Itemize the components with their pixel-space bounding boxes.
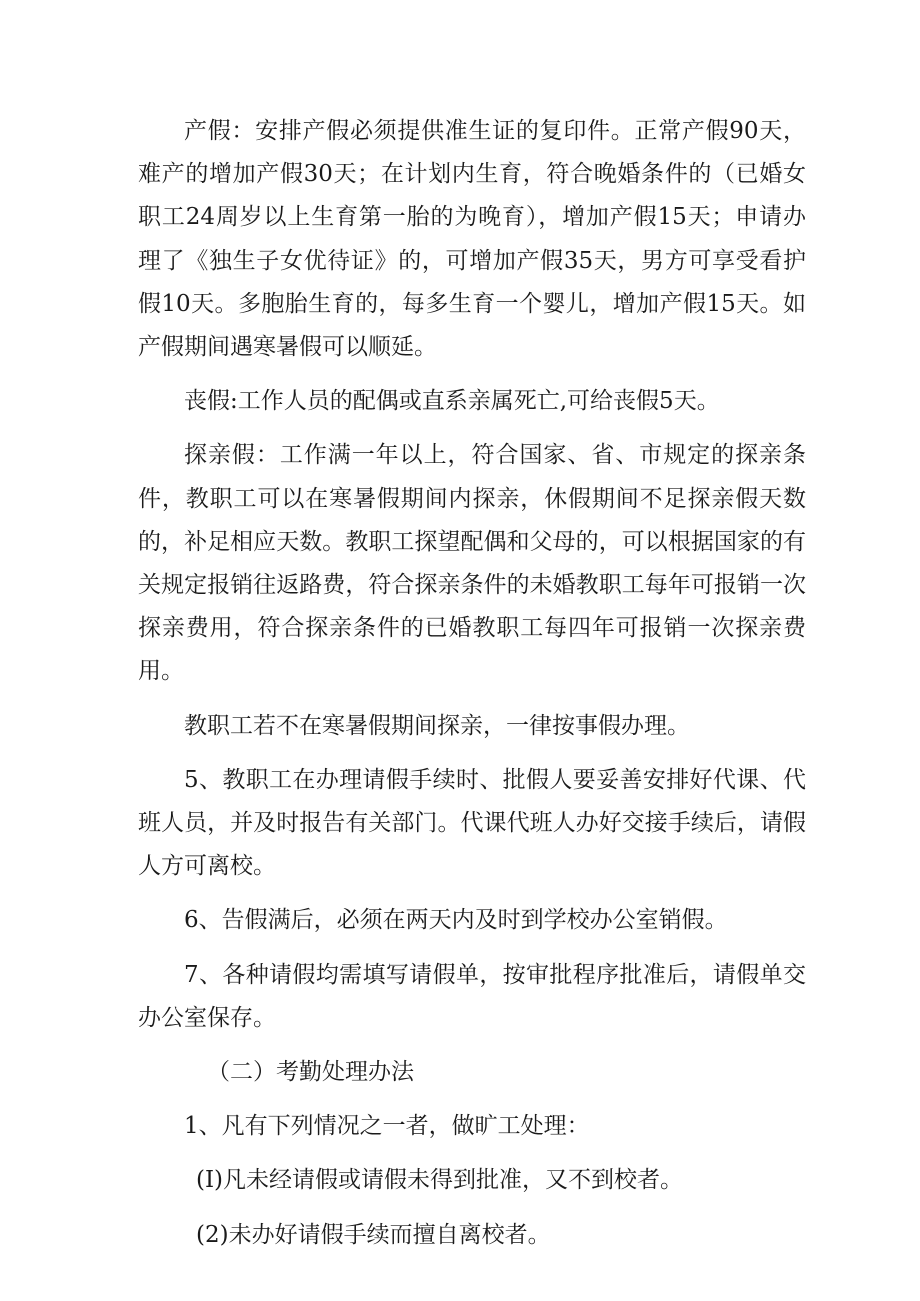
paragraph-maternity-leave: 产假：安排产假必须提供准生证的复印件。正常产假90天，难产的增加产假30天；在计划内生育，符合晚婚条件的（已婚女职工24周岁以上生育第一胎的为晚育），增加产假15天；申请办理了《独生子女优待证》的，可增加产假35天，男方可享受看护假10天。多胞胎生育的，每多生育一个婴儿，增加产假15天。如产假期间遇寒暑假可以顺延。 xyxy=(138,118,806,361)
sub-item-2: (2)未办好请假手续而擅自离校者。 xyxy=(196,1221,551,1248)
paragraph-rule-6: 6、告假满后，必须在两天内及时到学校办公室销假。 xyxy=(184,907,728,934)
paragraph-family-visit-leave: 探亲假：工作满一年以上，符合国家、省、市规定的探亲条件，教职工可以在寒暑假期间内探亲，休假期间不足探亲假天数的，补足相应天数。教职工探望配偶和父母的，可以根据国家的有关规定报销往返路费，符合探亲条件的未婚教职工每年可报销一次探亲费用，符合探亲条件的已婚教职工每四年可报销一次探亲费用。 xyxy=(138,442,806,685)
document-body xyxy=(138,110,806,1268)
section-heading-attendance: （二）考勤处理办法 xyxy=(207,1059,414,1086)
paragraph-rule-7: 7、各种请假均需填写请假单，按审批程序批准后，请假单交办公室保存。 xyxy=(138,961,806,1031)
paragraph-bereavement-leave: 丧假:工作人员的配偶或直系亲属死亡,可给丧假5天。 xyxy=(184,388,720,415)
sub-item-1: (I)凡未经请假或请假未得到批准，又不到校者。 xyxy=(196,1167,684,1194)
paragraph-rule-5: 5、教职工在办理请假手续时、批假人要妥善安排好代课、代班人员，并及时报告有关部门。代课代班人办好交接手续后，请假人方可离校。 xyxy=(138,766,806,880)
paragraph-visit-outside-vacation: 教职工若不在寒暑假期间探亲，一律按事假办理。 xyxy=(184,712,690,739)
paragraph-item-1: 1、凡有下列情况之一者，做旷工处理： xyxy=(184,1113,590,1140)
